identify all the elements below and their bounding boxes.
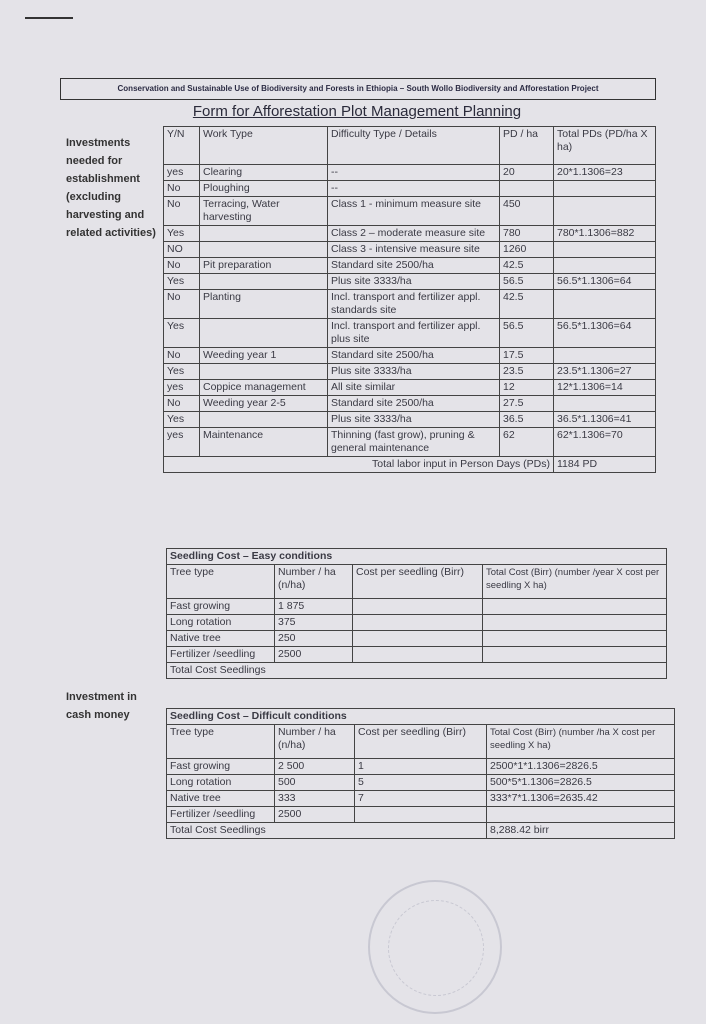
easy-cell-total [483, 615, 667, 631]
easy-row [167, 599, 667, 615]
difficult-header-row [167, 725, 675, 759]
difficult-row [167, 807, 675, 823]
difficult-total-row [167, 823, 675, 839]
labor-cell-work: Weeding year 1 [200, 348, 328, 364]
labor-cell-yn: Yes [164, 274, 200, 290]
labor-cell-pd: 62 [500, 428, 554, 457]
labor-cell-detail: Standard site 2500/ha [328, 258, 500, 274]
difficult-cell-cost: 7 [355, 791, 487, 807]
easy-col-num: Number / ha (n/ha) [275, 565, 353, 599]
labor-cell-detail: Class 2 – moderate measure site [328, 226, 500, 242]
labor-cell-pd: 23.5 [500, 364, 554, 380]
labor-row [164, 258, 656, 274]
labor-cell-yn: Yes [164, 319, 200, 348]
labor-row [164, 242, 656, 258]
labor-cell-pd: 12 [500, 380, 554, 396]
easy-title-row [167, 549, 667, 565]
easy-cell-total [483, 599, 667, 615]
cash-label: Investment in cash money [66, 691, 137, 721]
form-title: Form for Afforestation Plot Management Planning [192, 103, 522, 120]
labor-cell-work: Pit preparation [200, 258, 328, 274]
labor-cell-detail: Plus site 3333/ha [328, 412, 500, 428]
easy-cell-num: 375 [275, 615, 353, 631]
labor-row [164, 428, 656, 457]
labor-cell-work [200, 242, 328, 258]
easy-cell-cost [353, 615, 483, 631]
labor-cell-total [554, 290, 656, 319]
easy-cell-cost [353, 647, 483, 663]
labor-cell-work: Planting [200, 290, 328, 319]
labor-cell-detail: Standard site 2500/ha [328, 348, 500, 364]
easy-cell-total [483, 647, 667, 663]
labor-cell-total [554, 348, 656, 364]
easy-total-label: Total Cost Seedlings [167, 663, 667, 679]
difficult-cell-total: 500*5*1.1306=2826.5 [487, 775, 675, 791]
labor-cell-total: 36.5*1.1306=41 [554, 412, 656, 428]
difficult-cell-cost [355, 807, 487, 823]
labor-cell-yn: No [164, 396, 200, 412]
labor-row [164, 319, 656, 348]
labor-cell-pd [500, 181, 554, 197]
labor-cell-work: Ploughing [200, 181, 328, 197]
difficult-cell-type: Long rotation [167, 775, 275, 791]
easy-cell-type: Fertilizer /seedling [167, 647, 275, 663]
labor-row [164, 226, 656, 242]
labor-cell-work [200, 364, 328, 380]
labor-cell-detail: Thinning (fast grow), pruning & general maintenance [328, 428, 500, 457]
difficult-cell-type: Fast growing [167, 759, 275, 775]
labor-cell-yn: yes [164, 165, 200, 181]
labor-cell-total: 62*1.1306=70 [554, 428, 656, 457]
top-mark [25, 17, 73, 19]
difficult-cell-total: 2500*1*1.1306=2826.5 [487, 759, 675, 775]
labor-cell-yn: No [164, 197, 200, 226]
labor-cell-work: Coppice management [200, 380, 328, 396]
labor-row [164, 197, 656, 226]
labor-cell-pd: 56.5 [500, 319, 554, 348]
difficult-total-value: 8,288.42 birr [487, 823, 675, 839]
labor-cell-yn: No [164, 348, 200, 364]
difficult-col-type: Tree type [167, 725, 275, 759]
labor-row [164, 274, 656, 290]
labor-cell-pd: 42.5 [500, 290, 554, 319]
easy-cell-num: 1 875 [275, 599, 353, 615]
labor-cell-total [554, 258, 656, 274]
easy-row [167, 631, 667, 647]
col-work-type: Work Type [200, 127, 328, 165]
labor-cell-work [200, 319, 328, 348]
labor-cell-yn: yes [164, 428, 200, 457]
labor-cell-detail: -- [328, 165, 500, 181]
labor-cell-work [200, 226, 328, 242]
difficult-table [166, 708, 675, 839]
labor-cell-detail: Standard site 2500/ha [328, 396, 500, 412]
difficult-col-num: Number / ha (n/ha) [275, 725, 355, 759]
labor-cell-yn: Yes [164, 412, 200, 428]
labor-cell-work: Maintenance [200, 428, 328, 457]
labor-cell-total [554, 181, 656, 197]
labor-cell-yn: No [164, 181, 200, 197]
labor-row [164, 181, 656, 197]
col-total-pds: Total PDs (PD/ha X ha) [554, 127, 656, 165]
difficult-row [167, 775, 675, 791]
labor-cell-detail: All site similar [328, 380, 500, 396]
project-header: Conservation and Sustainable Use of Biodiversity and Forests in Ethiopia – South Wollo Biodiversity and Afforestation Project [60, 78, 656, 100]
labor-cell-work [200, 412, 328, 428]
difficult-col-cost: Cost per seedling (Birr) [355, 725, 487, 759]
difficult-cell-total: 333*7*1.1306=2635.42 [487, 791, 675, 807]
labor-row [164, 380, 656, 396]
labor-cell-pd: 17.5 [500, 348, 554, 364]
easy-cell-total [483, 631, 667, 647]
labor-cell-work [200, 274, 328, 290]
labor-cell-total: 56.5*1.1306=64 [554, 319, 656, 348]
labor-cell-pd: 56.5 [500, 274, 554, 290]
easy-table [166, 548, 667, 679]
labor-cell-pd: 27.5 [500, 396, 554, 412]
labor-cell-detail: Class 3 - intensive measure site [328, 242, 500, 258]
difficult-cell-num: 333 [275, 791, 355, 807]
labor-cell-detail: Incl. transport and fertilizer appl. plus site [328, 319, 500, 348]
easy-col-total: Total Cost (Birr) (number /year X cost per seedling X ha) [483, 565, 667, 599]
total-labor-value: 1184 PD [554, 457, 656, 473]
easy-row [167, 615, 667, 631]
labor-cell-total: 23.5*1.1306=27 [554, 364, 656, 380]
difficult-cell-cost: 5 [355, 775, 487, 791]
labor-cell-detail: Plus site 3333/ha [328, 364, 500, 380]
labor-row [164, 290, 656, 319]
easy-cell-type: Long rotation [167, 615, 275, 631]
labor-cell-total [554, 242, 656, 258]
col-difficulty: Difficulty Type / Details [328, 127, 500, 165]
labor-row [164, 396, 656, 412]
easy-cell-type: Fast growing [167, 599, 275, 615]
labor-cell-pd: 780 [500, 226, 554, 242]
easy-col-cost: Cost per seedling (Birr) [353, 565, 483, 599]
col-yn: Y/N [164, 127, 200, 165]
difficult-col-total: Total Cost (Birr) (number /ha X cost per seedling X ha) [487, 725, 675, 759]
easy-cell-cost [353, 631, 483, 647]
labor-row [164, 364, 656, 380]
difficult-row [167, 791, 675, 807]
easy-cell-cost [353, 599, 483, 615]
labor-cell-total: 20*1.1306=23 [554, 165, 656, 181]
easy-row [167, 647, 667, 663]
labor-header-row [164, 127, 656, 165]
labor-cell-yn: yes [164, 380, 200, 396]
easy-col-type: Tree type [167, 565, 275, 599]
easy-header-row [167, 565, 667, 599]
total-labor-label: Total labor input in Person Days (PDs) [164, 457, 554, 473]
labor-cell-work: Terracing, Water harvesting [200, 197, 328, 226]
labor-cell-yn: No [164, 258, 200, 274]
labor-cell-detail: Class 1 - minimum measure site [328, 197, 500, 226]
labor-row [164, 165, 656, 181]
difficult-title-row [167, 709, 675, 725]
labor-cell-pd: 20 [500, 165, 554, 181]
investments-label: Investments needed for establishment (excluding harvesting and related activities) [66, 137, 156, 239]
labor-row [164, 412, 656, 428]
easy-cell-type: Native tree [167, 631, 275, 647]
labor-cell-total: 12*1.1306=14 [554, 380, 656, 396]
labor-cell-work: Weeding year 2-5 [200, 396, 328, 412]
labor-cell-work: Clearing [200, 165, 328, 181]
difficult-cell-cost: 1 [355, 759, 487, 775]
easy-cell-num: 2500 [275, 647, 353, 663]
labor-cell-yn: Yes [164, 364, 200, 380]
labor-table [163, 126, 656, 473]
difficult-cell-num: 2500 [275, 807, 355, 823]
labor-cell-pd: 42.5 [500, 258, 554, 274]
labor-cell-pd: 450 [500, 197, 554, 226]
difficult-row [167, 759, 675, 775]
difficult-cell-type: Fertilizer /seedling [167, 807, 275, 823]
stamp-inner-ring [388, 900, 484, 996]
labor-cell-total [554, 396, 656, 412]
difficult-cell-total [487, 807, 675, 823]
labor-cell-pd: 36.5 [500, 412, 554, 428]
col-pd-ha: PD / ha [500, 127, 554, 165]
labor-cell-yn: Yes [164, 226, 200, 242]
labor-cell-yn: NO [164, 242, 200, 258]
labor-cell-pd: 1260 [500, 242, 554, 258]
difficult-total-label: Total Cost Seedlings [167, 823, 487, 839]
easy-title: Seedling Cost – Easy conditions [167, 549, 667, 565]
labor-cell-total [554, 197, 656, 226]
easy-total-row [167, 663, 667, 679]
easy-cell-num: 250 [275, 631, 353, 647]
labor-row [164, 348, 656, 364]
labor-cell-detail: -- [328, 181, 500, 197]
labor-cell-total: 56.5*1.1306=64 [554, 274, 656, 290]
total-labor-row [164, 457, 656, 473]
labor-cell-detail: Incl. transport and fertilizer appl. standards site [328, 290, 500, 319]
labor-cell-detail: Plus site 3333/ha [328, 274, 500, 290]
official-stamp [368, 880, 502, 1014]
labor-cell-total: 780*1.1306=882 [554, 226, 656, 242]
difficult-cell-num: 2 500 [275, 759, 355, 775]
difficult-title: Seedling Cost – Difficult conditions [167, 709, 675, 725]
labor-cell-yn: No [164, 290, 200, 319]
difficult-cell-num: 500 [275, 775, 355, 791]
difficult-cell-type: Native tree [167, 791, 275, 807]
